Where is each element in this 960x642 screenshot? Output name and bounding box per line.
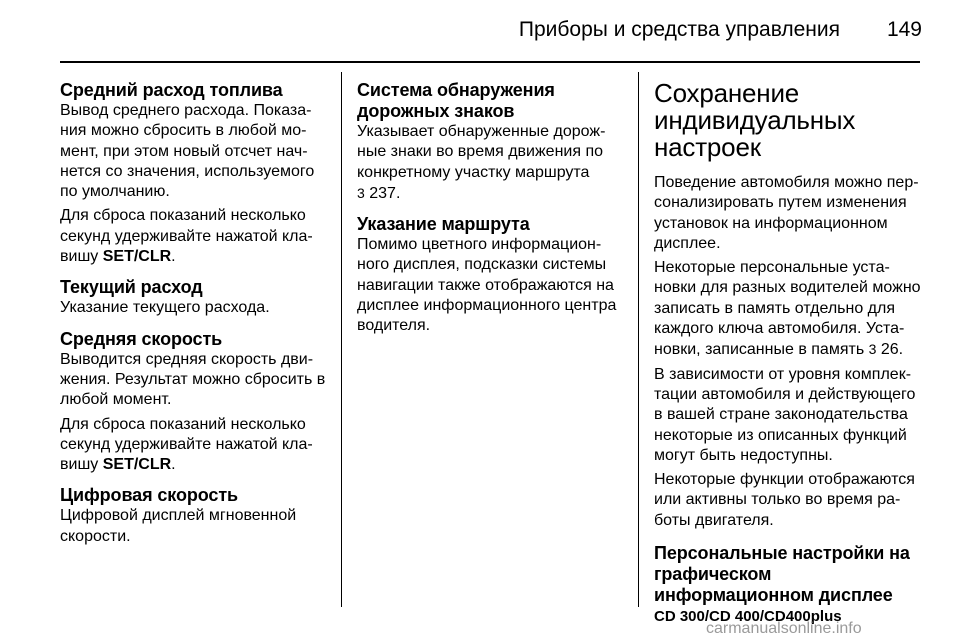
paragraph: Вывод среднего расхода. Показа-ния можно сбросить в любой мо-мент, при этом новый отсчет нач-нется со значения, используемого по умолчанию. — [60, 102, 315, 201]
arrow-reference-icon: 3 — [357, 184, 365, 201]
key-label: SET/CLR — [102, 248, 172, 266]
column-1 — [60, 80, 328, 557]
section-current-consumption — [60, 277, 328, 318]
page-number: 149 — [886, 18, 922, 41]
text: Для сброса показаний несколько секунд удерживайте нажатой кла-вишу — [60, 207, 313, 266]
page-reference: 237. — [364, 184, 401, 202]
running-header-title: Приборы и средства управления — [518, 18, 840, 41]
section-heading: Указание маршрута — [357, 214, 530, 235]
paragraph: Помимо цветного информацион-ного дисплея, подсказки системы навигации также отображаются на дисплее информационного центра водителя. — [357, 236, 617, 335]
paragraph — [357, 122, 625, 204]
page-reference: 26. — [876, 341, 904, 359]
paragraph: Выводится средняя скорость дви-жения. Результат можно сбросить в любой момент. — [60, 350, 326, 409]
paragraph-reset-instructions — [60, 415, 328, 476]
section-average-consumption — [60, 80, 328, 267]
paragraph-reset-instructions — [60, 206, 328, 267]
arrow-reference-icon: 3 — [868, 341, 877, 358]
text: . — [171, 456, 176, 474]
paragraph: Некоторые функции отображаются или активны только во время ра-боты двигателя. — [654, 471, 915, 529]
paragraph: Поведение автомобиля можно пер-сонализировать путем изменения установок на информационном дисплее. — [654, 174, 919, 252]
section-traffic-sign-recognition — [357, 80, 625, 204]
text: Некоторые персональные уста-новки для разных водителей можно записать в память отдельно для каждого ключа автомобиля. Уста-новки, записанные в память — [654, 259, 921, 359]
column-3 — [654, 80, 922, 628]
column-divider-1 — [341, 72, 342, 607]
section-heading: Цифровая скорость — [60, 485, 239, 506]
chapter-title: Сохранение индивидуальных настроек — [654, 78, 856, 162]
section-subheading: CD 300/CD 400/CD400plus — [654, 608, 842, 626]
text: Для сброса показаний несколько секунд удерживайте нажатой кла-вишу — [60, 415, 313, 474]
key-label: SET/CLR — [102, 456, 172, 474]
paragraph: Цифровой дисплей мгновенной скорости. — [60, 507, 297, 545]
section-heading: Средний расход топлива — [60, 80, 283, 100]
section-heading: Средняя скорость — [60, 328, 223, 349]
header-divider — [60, 61, 920, 63]
paragraph: Указание текущего расхода. — [60, 299, 270, 317]
section-heading: Система обнаружения дорожных знаков — [357, 80, 555, 121]
section-heading: Текущий расход — [60, 277, 203, 298]
watermark: carmanualsonline.info — [706, 620, 862, 637]
text: Указывает обнаруженные дорож-ные знаки во время движения по конкретному участку маршрута — [357, 123, 606, 181]
section-average-speed — [60, 329, 328, 476]
column-divider-2 — [638, 72, 639, 607]
section-digital-speed — [60, 485, 328, 547]
section-route-guidance — [357, 214, 625, 336]
section-heading: Персональные настройки на графическом информационном дисплее — [654, 543, 910, 606]
paragraph — [654, 258, 922, 360]
paragraph: В зависимости от уровня комплек-тации автомобиля и действующего в вашей стране законодательства некоторые из описанных функций могут быть недоступны. — [654, 365, 916, 464]
text: . — [171, 248, 176, 266]
column-2 — [357, 80, 625, 347]
